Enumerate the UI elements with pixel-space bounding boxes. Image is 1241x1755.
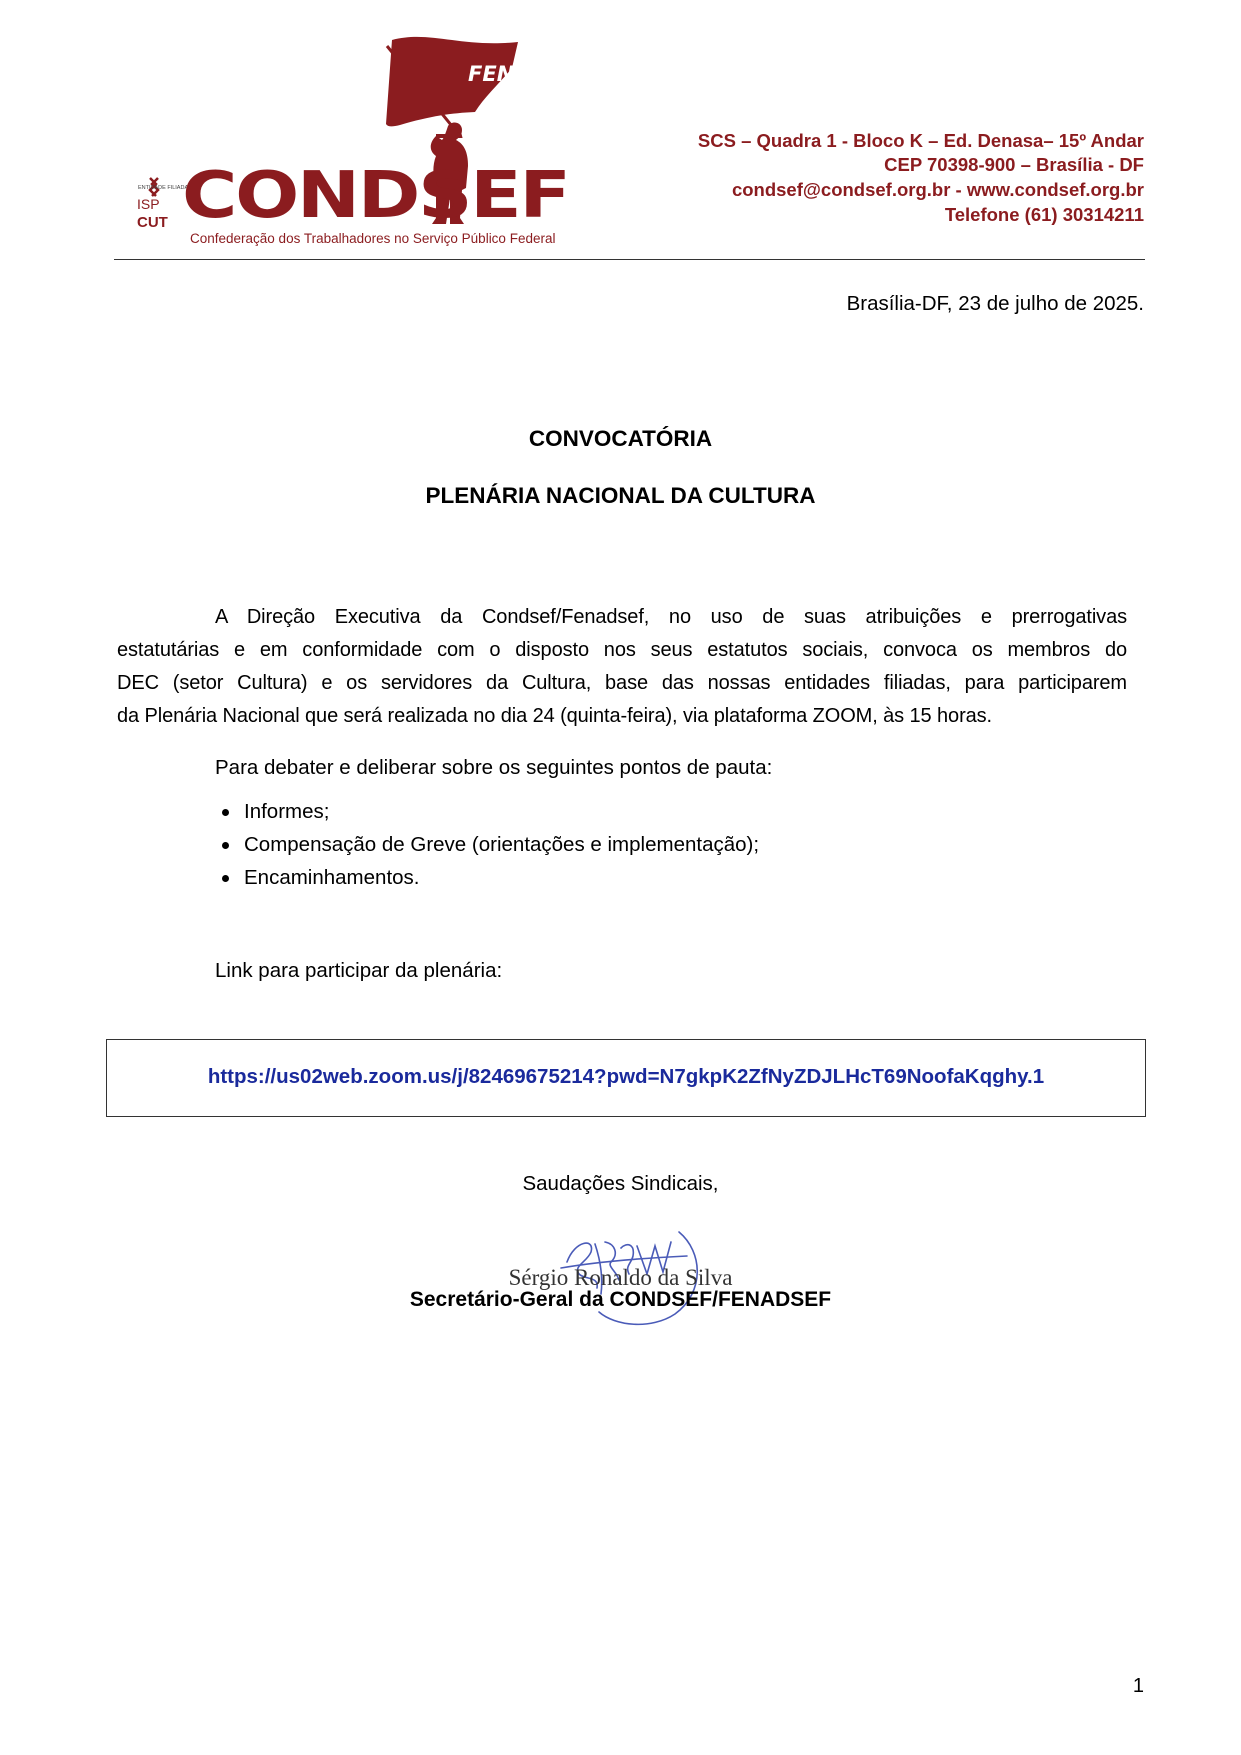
logo-isp-text: ISP — [137, 196, 160, 212]
header-divider — [114, 259, 1145, 260]
list-item-label: Informes; — [244, 800, 330, 823]
bullet-icon — [222, 842, 229, 849]
list-item — [215, 868, 759, 901]
logo-brand-text: CONDSEF — [182, 159, 569, 233]
signatory-name: Sérgio Ronaldo da Silva — [508, 1265, 733, 1290]
list-item — [215, 802, 759, 835]
body-paragraph — [117, 601, 1127, 733]
page-number: 1 — [1132, 1675, 1144, 1697]
list-item-label: Compensação de Greve (orientações e implementação); — [244, 833, 760, 856]
zoom-meeting-link[interactable]: https://us02web.zoom.us/j/82469675214?pwd=N7gkpK2ZfNyZDJLHcT69NoofaKqghy.1 — [207, 1065, 1045, 1088]
logo-subtitle: Confederação dos Trabalhadores no Serviço Público Federal — [190, 231, 556, 246]
document-title: CONVOCATÓRIA — [528, 426, 713, 451]
bullet-icon — [222, 809, 229, 816]
list-item-label: Encaminhamentos. — [244, 866, 420, 889]
address-line: SCS – Quadra 1 - Bloco K – Ed. Denasa– 15º Andar — [697, 130, 1144, 151]
list-item — [215, 835, 759, 868]
body-line: da Plenária Nacional que será realizada no dia 24 (quinta-feira), via plataforma ZOOM, às 15 horas. — [117, 705, 993, 727]
body-line: DEC (setor Cultura) e os servidores da Cultura, base das nossas entidades filiadas, para participarem — [117, 672, 1127, 694]
bullet-icon — [222, 875, 229, 882]
address-line: Telefone (61) 30314211 — [944, 204, 1144, 225]
body-line: estatutárias e em conformidade com o disposto nos seus estatutos sociais, convoca os membros do — [117, 639, 1127, 661]
logo-affiliation-label: ENTIDADE FILIADA — [138, 185, 189, 191]
address-line: CEP 70398-900 – Brasília - DF — [884, 154, 1144, 175]
link-label: Link para participar da plenária: — [215, 959, 503, 982]
signatory-title: Secretário-Geral da CONDSEF/FENADSEF — [409, 1288, 832, 1311]
address-line[interactable]: condsef@condsef.org.br - www.condsef.org.br — [731, 179, 1144, 200]
link-box — [106, 1039, 1146, 1117]
agenda-list — [215, 802, 759, 901]
logo-fenadsef-text: FENADSEF — [468, 62, 592, 86]
body-line: A Direção Executiva da Condsef/Fenadsef, no uso de suas atribuições e prerrogativas — [215, 606, 1127, 628]
document-date: Brasília-DF, 23 de julho de 2025. — [846, 292, 1144, 315]
logo-cut-text: CUT — [137, 214, 168, 231]
document-subtitle: PLENÁRIA NACIONAL DA CULTURA — [425, 483, 816, 508]
agenda-intro: Para debater e deliberar sobre os seguintes pontos de pauta: — [215, 756, 773, 779]
closing-greeting: Saudações Sindicais, — [522, 1172, 719, 1195]
